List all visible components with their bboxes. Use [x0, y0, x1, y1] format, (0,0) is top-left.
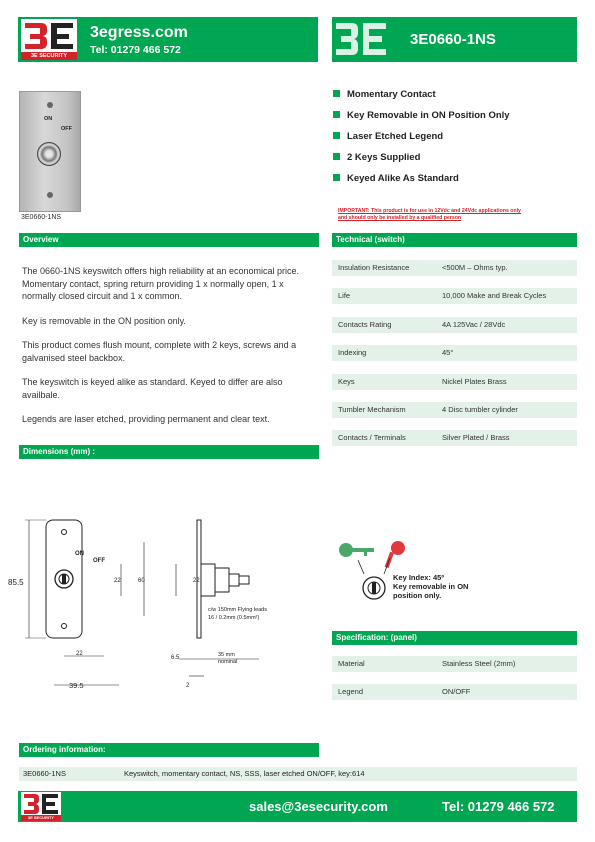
technical-row: Keys Nickel Plates Brass: [332, 374, 577, 390]
dim-off-label: OFF: [93, 558, 105, 564]
ordering-row: [19, 767, 577, 781]
bullet-square-icon: [333, 153, 340, 160]
technical-row: Life 10,000 Make and Break Cycles: [332, 288, 577, 304]
dim-hole-22: 22: [114, 578, 121, 584]
technical-row: Contacts / Terminals Silver Plated / Brass: [332, 430, 577, 446]
technical-row: Contacts Rating 4A 125Vac / 28Vdc: [332, 317, 577, 333]
bullet-square-icon: [333, 90, 340, 97]
site-name[interactable]: 3egress.com: [90, 24, 188, 41]
logo-text: 3E SECURITY: [30, 53, 68, 59]
dim-leads-1: c/w 150mm Flying leads: [208, 607, 267, 613]
photo-on-label: ON: [44, 116, 53, 122]
dim-on-label: ON: [75, 551, 84, 557]
dimensions-header: Dimensions (mm) :: [19, 445, 319, 459]
feature-item: Laser Etched Legend: [333, 131, 510, 152]
footer-bar: [18, 791, 577, 822]
3e-watermark-icon: [332, 17, 392, 62]
dim-height: 85.5: [8, 578, 24, 587]
feature-list: [333, 89, 510, 194]
keyswitch-cylinder-icon: [37, 142, 61, 166]
feature-item: Key Removable in ON Position Only: [333, 110, 510, 131]
footer-phone: Tel: 01279 466 572: [442, 799, 555, 814]
overview-paragraph: This product comes flush mount, complete with 2 keys, screws and a galvanised steel backbox.: [22, 340, 297, 363]
technical-row: Tumbler Mechanism 4 Disc tumbler cylinder: [332, 402, 577, 418]
dim-depth-35: 35 mm: [218, 652, 235, 658]
bullet-square-icon: [333, 132, 340, 139]
footer-logo-text: 3E SECURITY: [27, 815, 55, 820]
feature-item: Keyed Alike As Standard: [333, 173, 510, 194]
overview-paragraph: Legends are laser etched, providing permanent and clear text.: [22, 414, 270, 424]
dim-inner-width: 22: [76, 651, 83, 657]
overview-body: [22, 265, 314, 438]
dim-outer-width: 39.5: [69, 681, 84, 690]
dimension-drawing: [19, 512, 319, 692]
important-notice: IMPORTANT: This product is for use in 12Vdc and 24Vdc applications only and should only be installed by a qualified person: [338, 208, 521, 221]
overview-paragraph: The keyswitch is keyed alike as standard. Keyed to differ are also availbale.: [22, 377, 283, 400]
screw-top-icon: [47, 102, 53, 108]
footer-logo: [21, 792, 61, 821]
bullet-square-icon: [333, 111, 340, 118]
overview-header: Overview: [19, 233, 319, 247]
overview-paragraph: Key is removable in the ON position only.: [22, 315, 186, 326]
feature-item: 2 Keys Supplied: [333, 152, 510, 173]
product-caption: 3E0660-1NS: [21, 214, 62, 221]
green-key-icon: [339, 543, 374, 557]
header-left-bar: [18, 17, 318, 62]
ordering-description: Keyswitch, momentary contact, NS, SSS, laser etched ON/OFF, key:614: [124, 769, 365, 778]
screw-bottom-icon: [47, 192, 53, 198]
spec-row: Material Stainless Steel (2mm): [332, 656, 577, 672]
ordering-header: Ordering information:: [19, 743, 319, 757]
product-code-title: 3E0660-1NS: [410, 31, 496, 48]
dim-depth-65: 6.5: [171, 655, 180, 661]
product-photo: [19, 91, 81, 212]
dim-plate-2: 2: [186, 683, 190, 689]
technical-header: Technical (switch): [332, 233, 577, 247]
dim-side-22: 22: [193, 578, 200, 584]
photo-off-label: OFF: [61, 126, 72, 132]
feature-item: Momentary Contact: [333, 89, 510, 110]
dim-hole-60: 60: [138, 578, 145, 584]
footer-email[interactable]: sales@3esecurity.com: [249, 799, 388, 814]
header-logo: [21, 19, 77, 60]
bullet-square-icon: [333, 174, 340, 181]
header-right-bar: [332, 17, 577, 62]
spec-row: Legend ON/OFF: [332, 684, 577, 700]
technical-row: Insulation Resistance <500M – Ohms typ.: [332, 260, 577, 276]
key-index-note: Key Index: 45º Key removable in ON position only.: [393, 573, 469, 600]
header-phone: Tel: 01279 466 572: [90, 44, 181, 56]
specification-header: Specification: (panel): [332, 631, 577, 645]
dim-nominal: nominal: [218, 659, 238, 665]
ordering-code: 3E0660-1NS: [23, 769, 66, 778]
technical-row: Indexing 45°: [332, 345, 577, 361]
dim-leads-2: 16 / 0.2mm (0.5mm²): [208, 615, 260, 621]
overview-paragraph: The 0660-1NS keyswitch offers high reliability at an economical price. Momentary contact, spring return providing 1 x normally open, 1 x normally closed circuit and 1 x common.: [22, 266, 299, 301]
